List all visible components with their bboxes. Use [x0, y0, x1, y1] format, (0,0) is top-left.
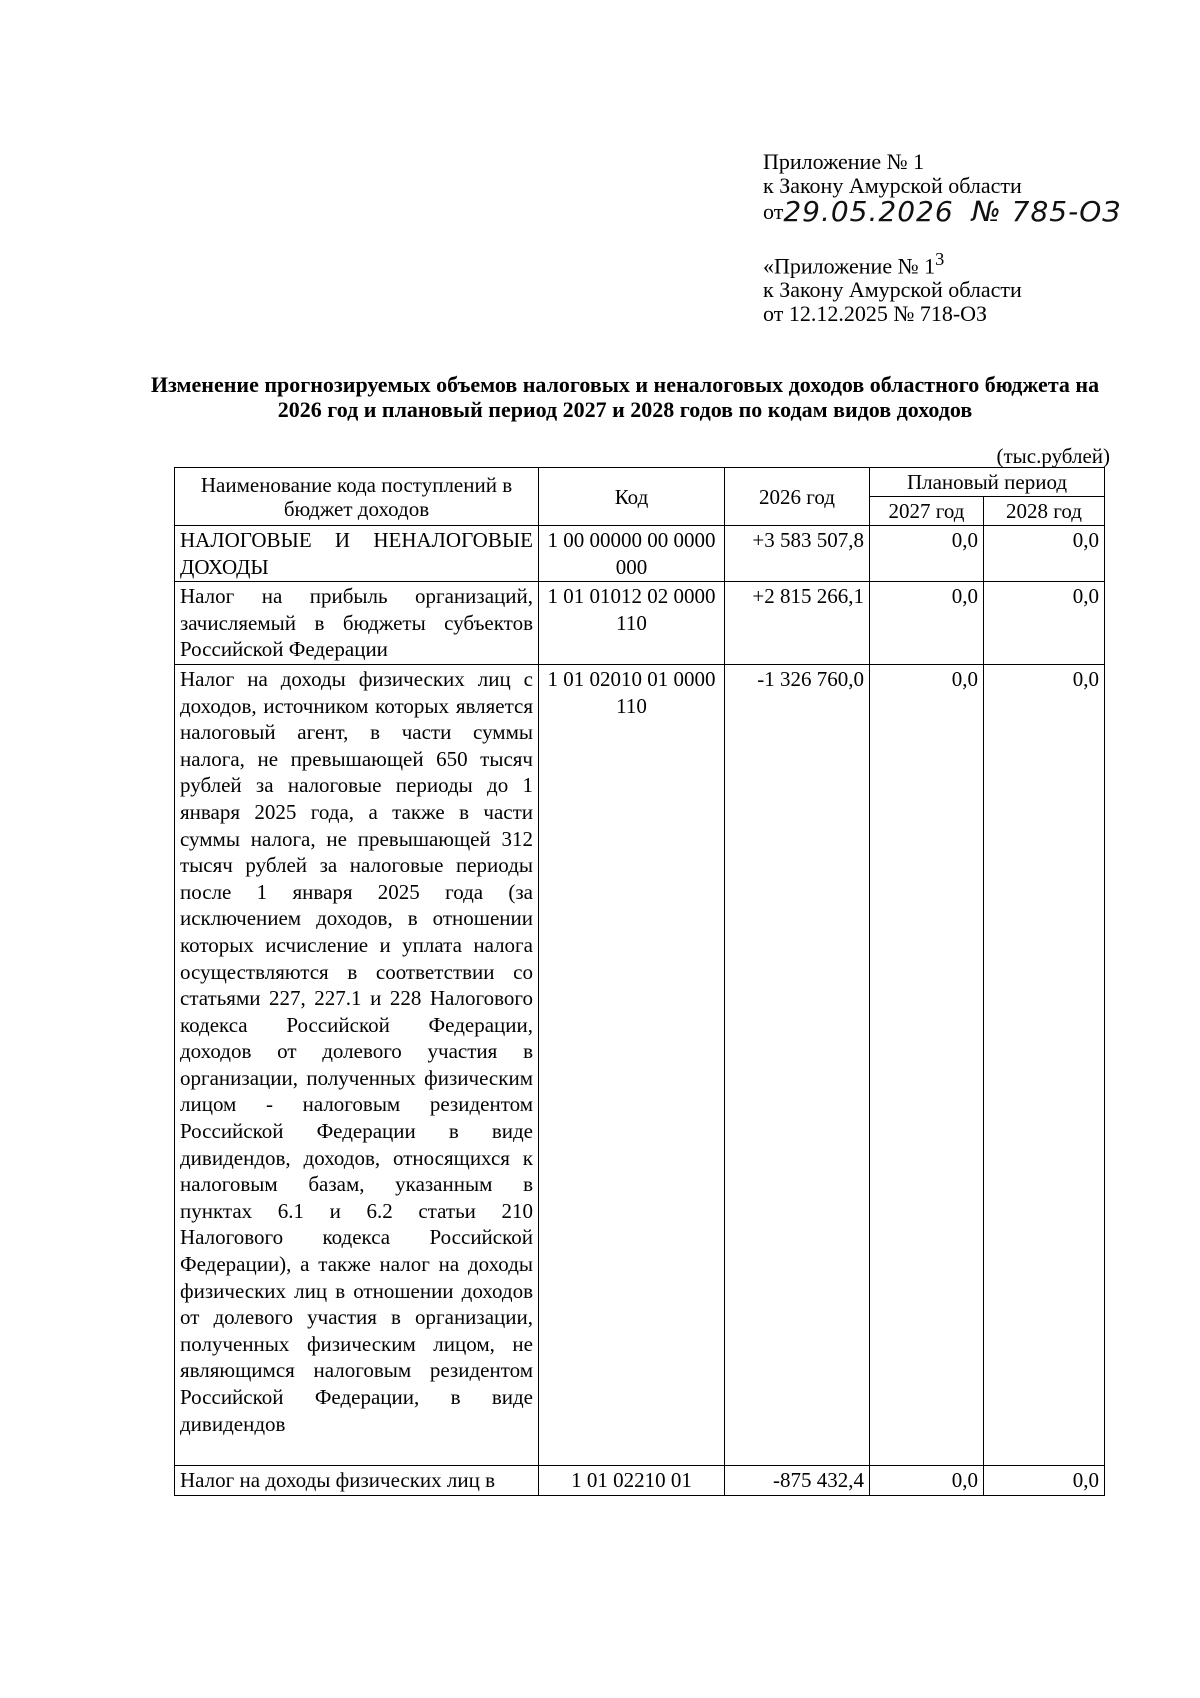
header-2026: 2026 год — [725, 468, 870, 526]
table-row — [175, 582, 1105, 665]
annex-1-3-date-line: от 12.12.2025 № 718-ОЗ — [763, 301, 988, 327]
handwritten-number: № 785-ОЗ — [971, 195, 1122, 228]
table-row — [175, 664, 1105, 1465]
row-2026: +2 815 266,1 — [725, 582, 870, 665]
row-name: Налог на доходы физических лиц в — [175, 1466, 539, 1496]
row-2026: +3 583 507,8 — [725, 526, 870, 582]
row-2027: 0,0 — [870, 582, 984, 665]
document-title: Изменение прогнозируемых объемов налоговых и неналоговых доходов областного бюджета на 2026 год и плановый период 2027 и 2028 годов по кодам видов доходов — [150, 372, 1100, 422]
row-2026: -1 326 760,0 — [725, 664, 870, 1465]
units-label: (тыс.рублей) — [996, 444, 1110, 468]
row-code: 1 01 01012 02 0000 110 — [539, 582, 725, 665]
row-2028: 0,0 — [984, 664, 1105, 1465]
row-2028: 0,0 — [984, 1466, 1105, 1496]
header-code: Код — [539, 468, 725, 526]
annex-1-title: Приложение № 1 — [763, 149, 925, 174]
annex-1-date-line — [763, 195, 1163, 228]
annex-1-3-title-text: «Приложение № 1 — [763, 253, 936, 279]
revenue-table — [174, 467, 1105, 1496]
annex-1-law-line: к Закону Амурской области — [763, 173, 1022, 198]
annex-1-3-law-line: к Закону Амурской области — [763, 277, 1022, 303]
row-name: Налог на прибыль организаций, зачисляемый в бюджеты субъектов Российской Федерации — [175, 582, 539, 665]
row-2028: 0,0 — [984, 526, 1105, 582]
table-header-row — [175, 468, 1105, 497]
annex-1-3-block — [763, 247, 1123, 326]
row-code: 1 01 02210 01 — [539, 1466, 725, 1496]
row-code: 1 01 02010 01 0000 110 — [539, 664, 725, 1465]
row-2027: 0,0 — [870, 1466, 984, 1496]
header-planned-period: Плановый период — [870, 468, 1105, 497]
annex-1-from-label: от — [763, 199, 784, 224]
row-2027: 0,0 — [870, 526, 984, 582]
row-code: 1 00 00000 00 0000 000 — [539, 526, 725, 582]
row-2026: -875 432,4 — [725, 1466, 870, 1496]
annex-1-3-title — [763, 247, 1123, 278]
row-2027: 0,0 — [870, 664, 984, 1465]
row-2028: 0,0 — [984, 582, 1105, 665]
header-name: Наименование кода поступлений в бюджет доходов — [175, 468, 539, 526]
header-2027: 2027 год — [870, 497, 984, 526]
table-row — [175, 526, 1105, 582]
annex-1-3-superscript: 3 — [935, 249, 945, 269]
annex-1-block — [763, 149, 1163, 228]
row-name: НАЛОГОВЫЕ И НЕНАЛОГОВЫЕ ДОХОДЫ — [175, 526, 539, 582]
table-row — [175, 1466, 1105, 1496]
handwritten-date: 29.05.2026 — [783, 195, 954, 228]
header-2028: 2028 год — [984, 497, 1105, 526]
row-name: Налог на доходы физических лиц с доходов, источником которых является налоговый агент, в части суммы налога, не превышающей 650 тысяч рублей за налоговые периоды до 1 января 2025 года, а также в части суммы налога, не превышающей 312 тысяч рублей за налоговые периоды после 1 января 2025 года (за исключением доходов, в отношении которых исчисление и уплата налога осуществляются в соответствии со статьями 227, 227.1 и 228 Налогового кодекса Российской Федерации, доходов от долевого участия в организации, полученных физическим лицом - налоговым резидентом Российской Федерации в виде дивидендов, доходов, относящихся к налоговым базам, указанным в пунктах 6.1 и 6.2 статьи 210 Налогового кодекса Российской Федерации), а также налог на доходы физических лиц в отношении доходов от долевого участия в организации, полученных физическим лицом, не являющимся налоговым резидентом Российской Федерации, в виде дивидендов — [175, 664, 539, 1465]
